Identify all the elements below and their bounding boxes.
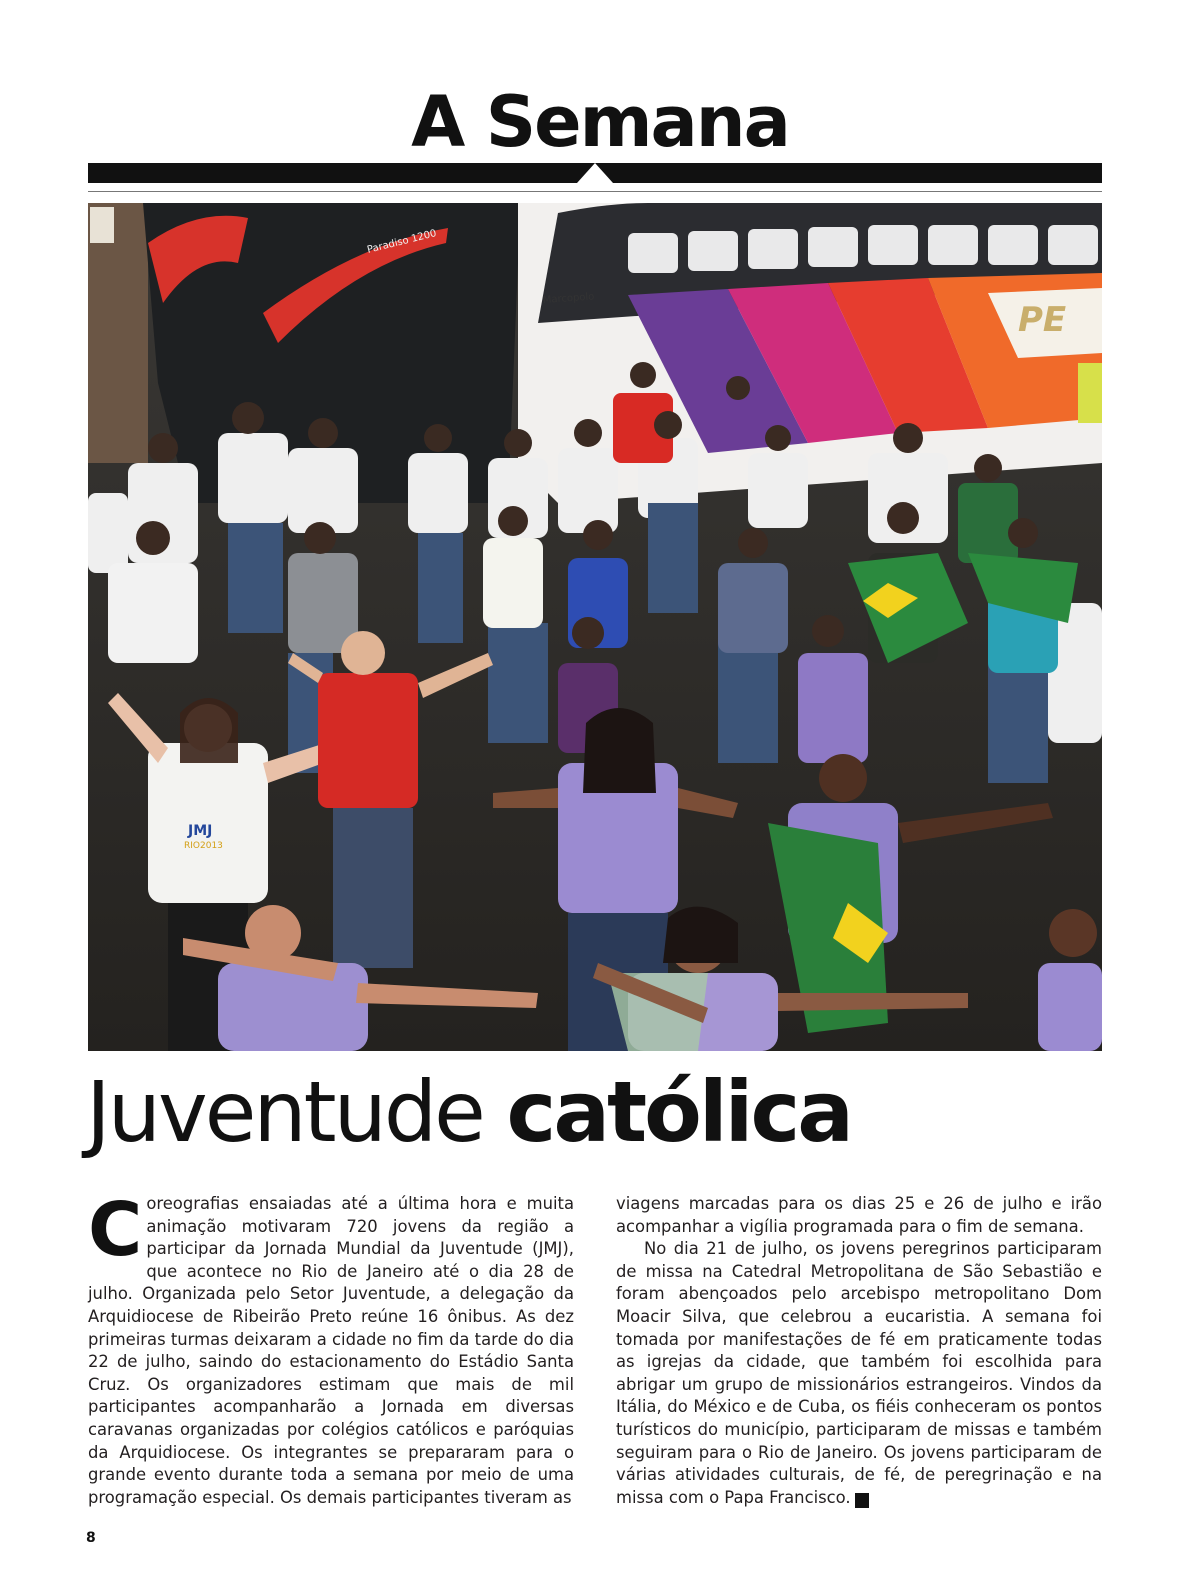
article-headline (86, 1062, 851, 1162)
shirt-label-2: RIO2013 (184, 841, 223, 851)
shirt-label: JMJ (188, 823, 213, 839)
right-column-paragraph-1: viagens marcadas para os dias 25 e 26 de julho e irão acompanhar a vigília programada para o fim de semana. (616, 1194, 1102, 1236)
bus-brand-label: Marcopolo (542, 291, 595, 306)
article-photo (88, 203, 1102, 1051)
right-column-paragraph-2: No dia 21 de julho, os jovens peregrinos participaram de missa na Catedral Metropolitana de São Sebastião e foram abençoados pelo arcebispo metropolitano Dom Moacir Silva, que celebrou a eucaristia. A semana foi tomada por manifestações de fé em praticamente todas as igrejas da cidade, que também foi escolhida para abrigar um grupo de missionários estrangeiros. Vindos da Itália, do México e de Cuba, os fiéis conheceram os pontos turísticos do município, participaram de missas e também seguiram para o Rio de Janeiro. Os jovens participaram de várias atividades culturais, de fé, de peregrinação e na missa com o Papa Francisco. (616, 1239, 1102, 1507)
headline-light: Juventude (86, 1063, 483, 1161)
left-column-text: oreografias ensaiadas até a última hora e muita animação motivaram 720 jovens da região a participar da Jornada Mundial da Juventude (JMJ), que acontece no Rio de Janeiro até o dia 28 de julho. Organizada pelo Setor Juventude, a delegação da Arquidiocese de Ribeirão Preto reúne 16 ônibus. As dez primeiras turmas deixaram a cidade no fim da tarde do dia 22 de julho, saindo do estacionamento do Estádio Santa Cruz. Os organizadores estimam que mais de mil participantes acompanharão a Jornada em diversas caravanas organizadas por colégios católicos e paróquias da Arquidiocese. Os integrantes se prepararam para o grande evento durante toda a semana por meio de uma programação especial. Os demais participantes tiveram as (88, 1194, 574, 1507)
article-column-left (88, 1187, 574, 1509)
bus-logo-letters: PE (1018, 300, 1067, 340)
title-rule-notch (577, 163, 613, 183)
drop-cap: C (88, 1187, 143, 1273)
bus-model-label: Paradiso 1200 (366, 228, 438, 256)
section-title: A Semana (411, 81, 789, 163)
headline-bold: católica (506, 1063, 851, 1161)
end-of-article-mark: r (855, 1493, 869, 1508)
page-number: 8 (86, 1530, 96, 1546)
article-column-right (616, 1193, 1102, 1509)
title-thin-rule (88, 191, 1102, 192)
